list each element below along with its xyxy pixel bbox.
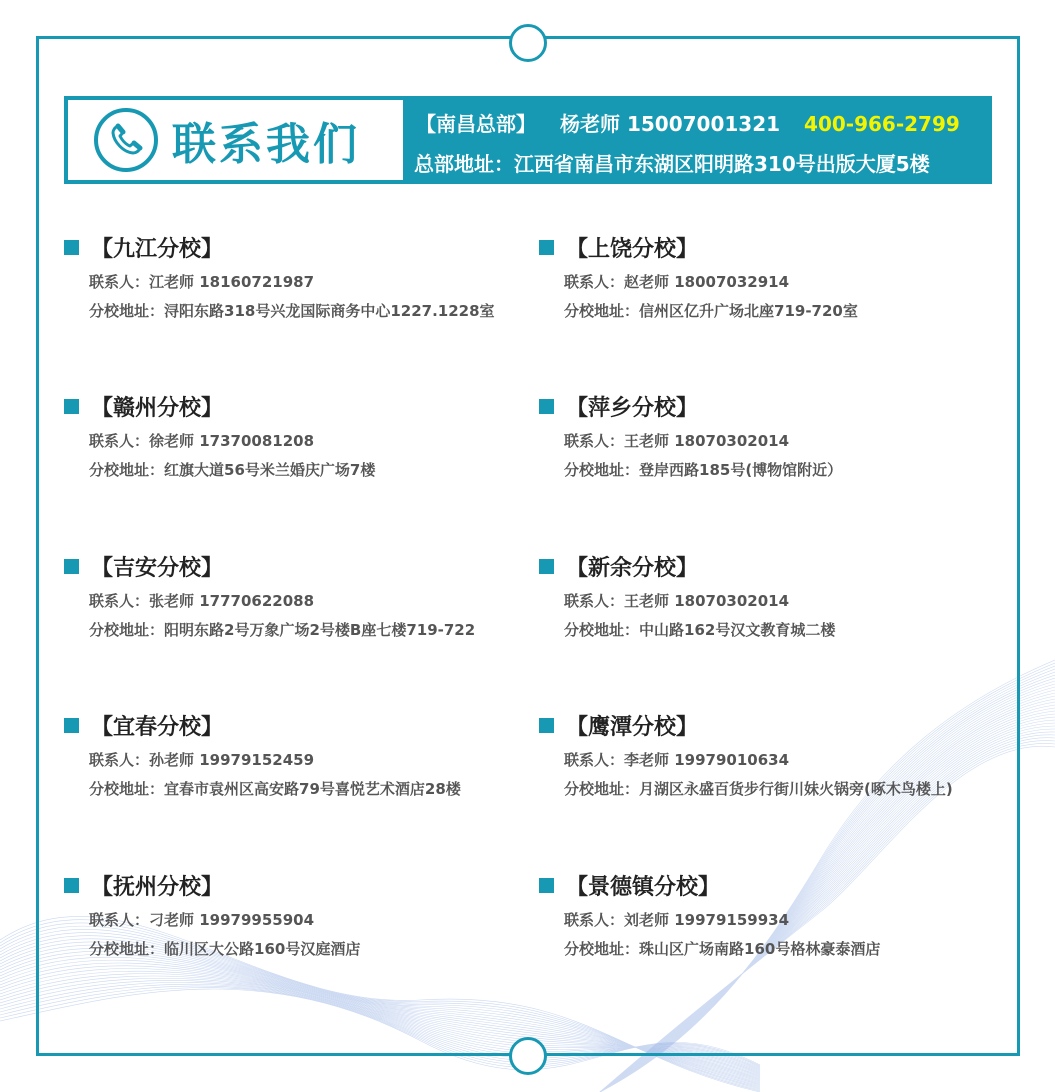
branch-contact — [564, 430, 1009, 450]
address-value: 珠山区广场南路160号格林豪泰酒店 — [639, 940, 881, 958]
bullet-square-icon — [539, 399, 554, 414]
address-label: 分校地址： — [564, 780, 640, 798]
branch-name-row — [64, 870, 534, 900]
contact-label: 联系人： — [89, 751, 150, 769]
contact-label: 联系人： — [89, 273, 150, 291]
branch-item — [64, 232, 534, 320]
contact-value: 张老师 17770622088 — [149, 592, 315, 610]
address-label: 分校地址： — [564, 940, 640, 958]
title-box — [68, 100, 403, 180]
bullet-square-icon — [539, 240, 554, 255]
branch-address — [564, 300, 1009, 320]
branch-contact — [564, 590, 1009, 610]
contact-label: 联系人： — [89, 592, 150, 610]
branch-item — [64, 551, 534, 639]
branch-name: 【吉安分校】 — [91, 555, 224, 581]
contact-label: 联系人： — [89, 432, 150, 450]
branch-name: 【景德镇分校】 — [566, 874, 721, 900]
page-title: 联系我们 — [172, 119, 360, 170]
address-label: 分校地址： — [89, 461, 165, 479]
branch-contact — [89, 590, 534, 610]
bullet-square-icon — [539, 718, 554, 733]
frame-ring-top — [509, 24, 547, 62]
phone-icon — [94, 108, 158, 172]
branch-contact — [564, 271, 1009, 291]
address-value: 宜春市袁州区高安路79号喜悦艺术酒店28楼 — [164, 780, 461, 798]
header-banner — [64, 96, 992, 184]
branch-name-row — [64, 391, 534, 421]
bullet-square-icon — [64, 240, 79, 255]
contact-value: 李老师 19979010634 — [624, 751, 790, 769]
branch-address — [564, 619, 1009, 639]
branch-item — [64, 391, 534, 479]
branch-contact — [564, 909, 1009, 929]
branch-item — [64, 710, 534, 798]
branch-name: 【萍乡分校】 — [566, 395, 699, 421]
branch-item — [539, 870, 1009, 958]
address-label: 分校地址： — [89, 302, 165, 320]
address-value: 信州区亿升广场北座719-720室 — [639, 302, 858, 320]
branch-item — [539, 391, 1009, 479]
address-label: 分校地址： — [89, 621, 165, 639]
contact-value: 赵老师 18007032914 — [624, 273, 790, 291]
branch-name: 【上饶分校】 — [566, 236, 699, 262]
address-value: 浔阳东路318号兴龙国际商务中心1227.1228室 — [164, 302, 495, 320]
branch-address — [89, 619, 534, 639]
branch-name-row — [64, 710, 534, 740]
branch-name: 【赣州分校】 — [91, 395, 224, 421]
contact-value: 王老师 18070302014 — [624, 432, 790, 450]
hq-address: 总部地址：江西省南昌市东湖区阳明路310号出版大厦5楼 — [414, 152, 930, 176]
contact-label: 联系人： — [564, 273, 625, 291]
contact-label: 联系人： — [564, 911, 625, 929]
address-label: 分校地址： — [564, 621, 640, 639]
branch-name: 【宜春分校】 — [91, 714, 224, 740]
branch-item — [539, 710, 1009, 798]
contact-value: 刁老师 19979955904 — [149, 911, 315, 929]
contact-value: 孙老师 19979152459 — [149, 751, 315, 769]
contact-label: 联系人： — [89, 911, 150, 929]
branch-address — [564, 459, 1009, 479]
branch-contact — [89, 909, 534, 929]
contact-label: 联系人： — [564, 592, 625, 610]
bullet-square-icon — [64, 878, 79, 893]
address-label: 分校地址： — [89, 780, 165, 798]
address-value: 月湖区永盛百货步行街川妹火锅旁(啄木鸟楼上) — [639, 780, 953, 798]
bullet-square-icon — [539, 559, 554, 574]
branch-address — [89, 778, 534, 798]
branch-contact — [89, 271, 534, 291]
hq-contact: 杨老师 15007001321 — [560, 112, 781, 136]
branch-item — [539, 232, 1009, 320]
branch-name-row — [539, 551, 1009, 581]
branch-contact — [89, 430, 534, 450]
contact-label: 联系人： — [564, 432, 625, 450]
contact-value: 刘老师 19979159934 — [624, 911, 790, 929]
address-label: 分校地址： — [89, 940, 165, 958]
address-value: 阳明东路2号万象广场2号楼B座七楼719-722 — [164, 621, 476, 639]
address-label: 分校地址： — [564, 302, 640, 320]
branch-name-row — [539, 710, 1009, 740]
branch-name: 【九江分校】 — [91, 236, 224, 262]
branch-address — [89, 300, 534, 320]
branch-name-row — [539, 870, 1009, 900]
branch-name-row — [64, 232, 534, 262]
branch-address — [564, 778, 1009, 798]
branch-name-row — [539, 232, 1009, 262]
branch-address — [89, 459, 534, 479]
hq-label: 【南昌总部】 — [416, 112, 536, 136]
branch-address — [564, 938, 1009, 958]
hotline-number: 400-966-2799 — [804, 112, 960, 136]
branch-name-row — [539, 391, 1009, 421]
branch-contact — [89, 749, 534, 769]
frame-ring-bottom — [509, 1037, 547, 1075]
address-value: 临川区大公路160号汉庭酒店 — [164, 940, 361, 958]
hq-contact-line — [416, 108, 960, 137]
address-value: 登岸西路185号(博物馆附近） — [639, 461, 843, 479]
branch-name: 【鹰潭分校】 — [566, 714, 699, 740]
branch-item — [64, 870, 534, 958]
address-value: 中山路162号汉文教育城二楼 — [639, 621, 836, 639]
branch-name: 【新余分校】 — [566, 555, 699, 581]
contact-value: 王老师 18070302014 — [624, 592, 790, 610]
contact-value: 徐老师 17370081208 — [149, 432, 315, 450]
address-label: 分校地址： — [564, 461, 640, 479]
branch-name: 【抚州分校】 — [91, 874, 224, 900]
bullet-square-icon — [64, 718, 79, 733]
branch-contact — [564, 749, 1009, 769]
address-value: 红旗大道56号米兰婚庆广场7楼 — [164, 461, 376, 479]
branch-item — [539, 551, 1009, 639]
bullet-square-icon — [64, 399, 79, 414]
bullet-square-icon — [539, 878, 554, 893]
bullet-square-icon — [64, 559, 79, 574]
contact-value: 江老师 18160721987 — [149, 273, 315, 291]
branch-address — [89, 938, 534, 958]
contact-label: 联系人： — [564, 751, 625, 769]
branch-name-row — [64, 551, 534, 581]
